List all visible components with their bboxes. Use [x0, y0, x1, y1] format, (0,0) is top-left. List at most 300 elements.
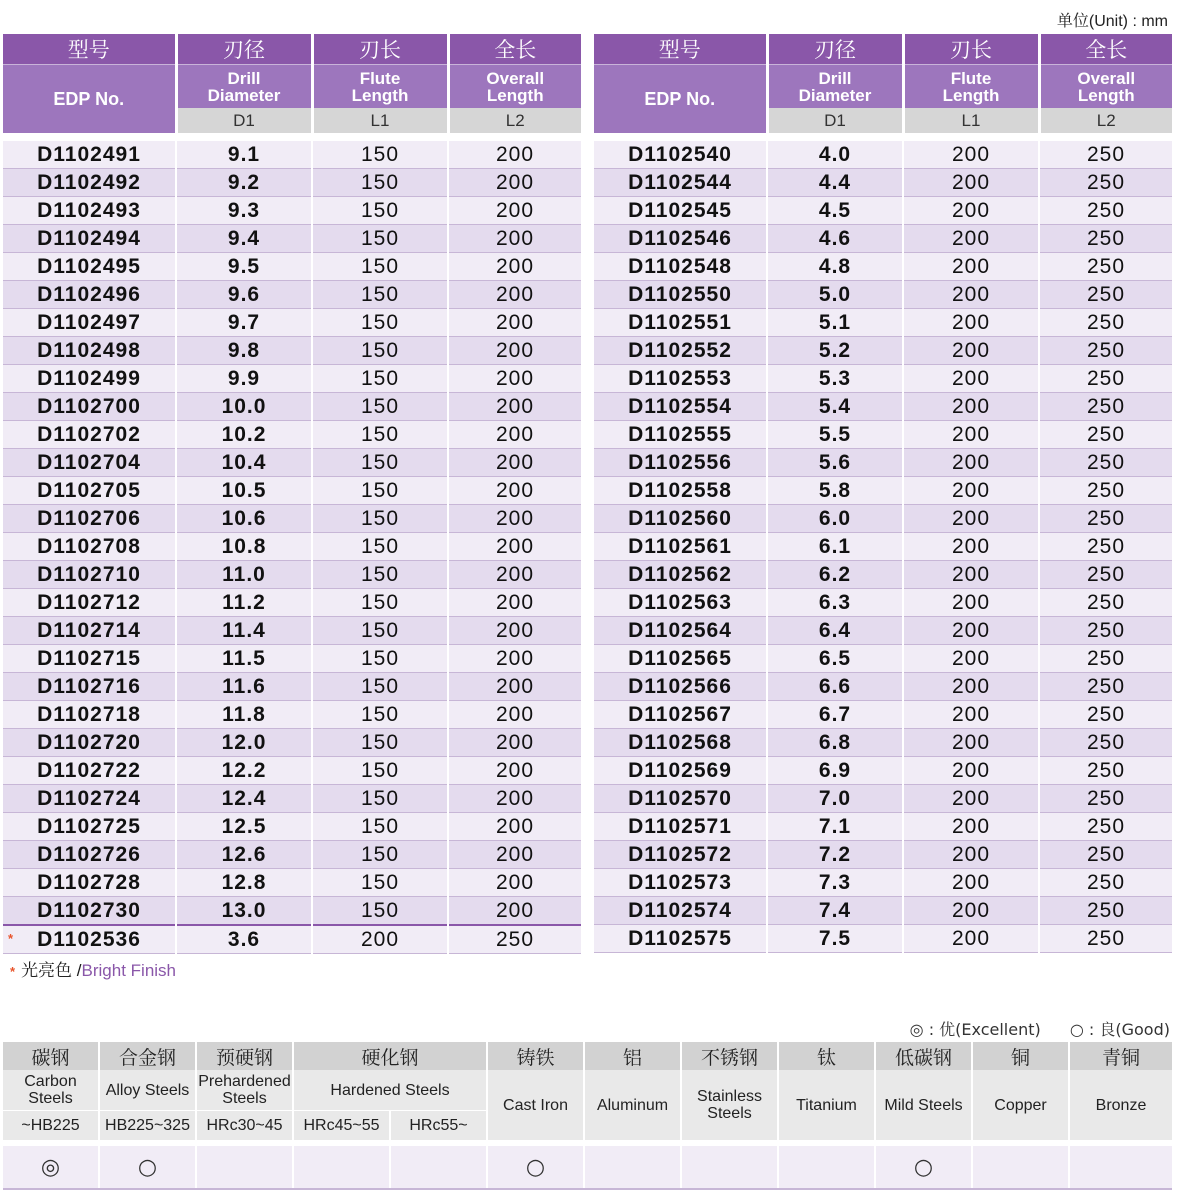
diameter-cell: 7.3 — [767, 869, 903, 897]
flute-length-cell: 200 — [903, 169, 1039, 197]
edp-cell: D1102493 — [3, 197, 176, 225]
bright-finish-sep: / — [76, 961, 82, 980]
overall-length-cell: 250 — [1039, 169, 1172, 197]
overall-length-cell: 250 — [1039, 813, 1172, 841]
table-row — [3, 897, 581, 926]
overall-length-cell: 200 — [448, 757, 581, 785]
mat-aluminum-cn: 铝 — [584, 1042, 681, 1070]
mat-aluminum-en: Aluminum — [584, 1070, 681, 1140]
rating-copper — [972, 1146, 1069, 1189]
edp-cell: D1102562 — [594, 561, 767, 589]
edp-cell: D1102726 — [3, 841, 176, 869]
table-row — [3, 505, 581, 533]
overall-length-cell: 200 — [448, 785, 581, 813]
flute-length-cell: 150 — [312, 673, 448, 701]
mat-prehard-en: Prehardened Steels — [196, 1070, 293, 1111]
edp-cell: D1102570 — [594, 785, 767, 813]
edp-cell: D1102730 — [3, 897, 176, 926]
mat-alloy-hardness: HB225~325 — [99, 1111, 196, 1141]
overall-length-cell: 250 — [1039, 533, 1172, 561]
edp-cell: D1102497 — [3, 309, 176, 337]
table-row — [594, 449, 1172, 477]
overall-length-cell: 250 — [1039, 309, 1172, 337]
mat-castiron-cn: 铸铁 — [487, 1042, 584, 1070]
bright-finish-cn: 光亮色 — [21, 961, 73, 981]
edp-cell: D1102495 — [3, 253, 176, 281]
flute-length-cell: 200 — [903, 757, 1039, 785]
edp-cell: D1102540 — [594, 140, 767, 169]
flute-length-cell: 150 — [312, 477, 448, 505]
table-row — [3, 533, 581, 561]
header-overall-en: Overall Length — [1039, 65, 1172, 109]
edp-cell: D1102571 — [594, 813, 767, 841]
mat-stainless-en: Stainless Steels — [681, 1070, 778, 1140]
flute-length-cell: 200 — [903, 729, 1039, 757]
table-row — [3, 729, 581, 757]
mat-titanium-cn: 钛 — [778, 1042, 875, 1070]
flute-length-cell: 200 — [903, 673, 1039, 701]
diameter-cell: 9.9 — [176, 365, 312, 393]
overall-length-cell: 200 — [448, 813, 581, 841]
rating-alloy: ○ — [99, 1146, 196, 1189]
table-row — [594, 140, 1172, 169]
header-diameter-en: Drill Diameter — [767, 65, 903, 109]
flute-length-cell: 200 — [903, 393, 1039, 421]
edp-cell: D1102716 — [3, 673, 176, 701]
diameter-cell: 11.6 — [176, 673, 312, 701]
edp-cell: D1102714 — [3, 617, 176, 645]
edp-cell: D1102573 — [594, 869, 767, 897]
diameter-cell: 12.4 — [176, 785, 312, 813]
header-flute-en: Flute Length — [903, 65, 1039, 109]
diameter-cell: 7.5 — [767, 925, 903, 953]
overall-length-cell: 200 — [448, 197, 581, 225]
edp-cell: D1102491 — [3, 140, 176, 169]
overall-length-cell: 250 — [448, 925, 581, 954]
overall-length-cell: 200 — [448, 169, 581, 197]
table-row — [3, 757, 581, 785]
unit-note: 单位(Unit) : mm — [1056, 13, 1168, 30]
flute-length-cell: 200 — [903, 449, 1039, 477]
flute-length-cell: 150 — [312, 561, 448, 589]
rating-carbon: ◎ — [3, 1146, 99, 1189]
overall-length-cell: 200 — [448, 617, 581, 645]
diameter-cell: 11.4 — [176, 617, 312, 645]
table-row — [594, 673, 1172, 701]
edp-cell: D1102572 — [594, 841, 767, 869]
edp-cell: D1102499 — [3, 365, 176, 393]
diameter-cell: 9.1 — [176, 140, 312, 169]
flute-length-cell: 150 — [312, 421, 448, 449]
diameter-cell: 6.7 — [767, 701, 903, 729]
overall-length-cell: 200 — [448, 869, 581, 897]
table-row — [3, 589, 581, 617]
mat-copper-en: Copper — [972, 1070, 1069, 1140]
mat-hardened-hardness-1: HRc45~55 — [293, 1111, 390, 1141]
flute-length-cell: 150 — [312, 225, 448, 253]
flute-length-cell: 150 — [312, 393, 448, 421]
drill-table-right — [594, 34, 1172, 953]
overall-length-cell: 250 — [1039, 925, 1172, 953]
flute-length-cell: 150 — [312, 869, 448, 897]
edp-cell: D1102569 — [594, 757, 767, 785]
table-row — [594, 701, 1172, 729]
edp-cell: D1102574 — [594, 897, 767, 925]
edp-cell: D1102546 — [594, 225, 767, 253]
flute-length-cell: 150 — [312, 701, 448, 729]
legend-good: ○ : 良(Good) — [1069, 1020, 1170, 1039]
diameter-cell: 5.4 — [767, 393, 903, 421]
table-row — [3, 813, 581, 841]
table-row — [3, 365, 581, 393]
table-row — [3, 393, 581, 421]
diameter-cell: 6.9 — [767, 757, 903, 785]
edp-cell: D1102498 — [3, 337, 176, 365]
overall-length-cell: 200 — [448, 393, 581, 421]
mat-stainless-cn: 不锈钢 — [681, 1042, 778, 1070]
overall-length-cell: 200 — [448, 729, 581, 757]
material-table — [3, 1042, 1172, 1190]
flute-length-cell: 200 — [903, 421, 1039, 449]
flute-length-cell: 200 — [903, 365, 1039, 393]
diameter-cell: 11.8 — [176, 701, 312, 729]
overall-length-cell: 250 — [1039, 365, 1172, 393]
diameter-cell: 10.0 — [176, 393, 312, 421]
diameter-cell: 6.0 — [767, 505, 903, 533]
flute-length-cell: 150 — [312, 253, 448, 281]
flute-length-cell: 150 — [312, 617, 448, 645]
diameter-cell: 12.6 — [176, 841, 312, 869]
diameter-cell: 7.4 — [767, 897, 903, 925]
overall-length-cell: 250 — [1039, 869, 1172, 897]
edp-cell: D1102556 — [594, 449, 767, 477]
edp-cell: D1102554 — [594, 393, 767, 421]
edp-cell: D1102551 — [594, 309, 767, 337]
diameter-cell: 6.2 — [767, 561, 903, 589]
flute-length-cell: 200 — [903, 589, 1039, 617]
table-row — [594, 785, 1172, 813]
flute-length-cell: 150 — [312, 197, 448, 225]
mat-bronze-cn: 青铜 — [1069, 1042, 1172, 1070]
rating-hardened-1 — [293, 1146, 390, 1189]
flute-length-cell: 200 — [903, 197, 1039, 225]
edp-cell: D1102496 — [3, 281, 176, 309]
edp-cell: D1102565 — [594, 645, 767, 673]
overall-length-cell: 200 — [448, 589, 581, 617]
diameter-cell: 9.5 — [176, 253, 312, 281]
mat-copper-cn: 铜 — [972, 1042, 1069, 1070]
overall-length-cell: 200 — [448, 337, 581, 365]
edp-cell: D1102550 — [594, 281, 767, 309]
flute-length-cell: 150 — [312, 897, 448, 926]
header-d1: D1 — [767, 108, 903, 133]
edp-cell: D1102715 — [3, 645, 176, 673]
diameter-cell: 6.5 — [767, 645, 903, 673]
diameter-cell: 12.8 — [176, 869, 312, 897]
table-row — [3, 785, 581, 813]
header-edp: EDP No. — [3, 65, 176, 134]
overall-length-cell: 250 — [1039, 673, 1172, 701]
flute-length-cell: 200 — [903, 701, 1039, 729]
table-row — [594, 253, 1172, 281]
edp-cell: D1102575 — [594, 925, 767, 953]
flute-length-cell: 150 — [312, 589, 448, 617]
diameter-cell: 7.1 — [767, 813, 903, 841]
edp-cell: D1102492 — [3, 169, 176, 197]
overall-length-cell: 200 — [448, 449, 581, 477]
header-flute-en: Flute Length — [312, 65, 448, 109]
diameter-cell: 5.3 — [767, 365, 903, 393]
rating-hardened-2 — [390, 1146, 487, 1189]
overall-length-cell: 200 — [448, 253, 581, 281]
overall-length-cell: 250 — [1039, 281, 1172, 309]
table-row — [594, 197, 1172, 225]
legend-excellent: ◎ : 优(Excellent) — [909, 1020, 1041, 1039]
flute-length-cell: 150 — [312, 281, 448, 309]
overall-length-cell: 250 — [1039, 253, 1172, 281]
overall-length-cell: 200 — [448, 561, 581, 589]
table-row — [594, 841, 1172, 869]
diameter-cell: 4.0 — [767, 140, 903, 169]
flute-length-cell: 200 — [903, 309, 1039, 337]
diameter-cell: 7.2 — [767, 841, 903, 869]
flute-length-cell: 200 — [903, 645, 1039, 673]
diameter-cell: 11.5 — [176, 645, 312, 673]
overall-length-cell: 250 — [1039, 617, 1172, 645]
overall-length-cell: 250 — [1039, 225, 1172, 253]
overall-length-cell: 250 — [1039, 449, 1172, 477]
table-row — [3, 449, 581, 477]
edp-cell: D1102700 — [3, 393, 176, 421]
mat-carbon-en: Carbon Steels — [3, 1070, 99, 1111]
table-row — [3, 925, 581, 954]
overall-length-cell: 250 — [1039, 393, 1172, 421]
header-d1: D1 — [176, 108, 312, 133]
diameter-cell: 10.6 — [176, 505, 312, 533]
edp-cell: D1102718 — [3, 701, 176, 729]
rating-titanium — [778, 1146, 875, 1189]
table-row — [594, 561, 1172, 589]
table-row — [3, 673, 581, 701]
edp-cell: D1102564 — [594, 617, 767, 645]
drill-table-left — [3, 34, 581, 954]
mat-mild-cn: 低碳钢 — [875, 1042, 972, 1070]
edp-cell: D1102544 — [594, 169, 767, 197]
edp-cell: D1102568 — [594, 729, 767, 757]
edp-cell: D1102724 — [3, 785, 176, 813]
table-row — [3, 225, 581, 253]
flute-length-cell: 200 — [903, 253, 1039, 281]
overall-length-cell: 250 — [1039, 337, 1172, 365]
table-row — [594, 169, 1172, 197]
mat-prehard-hardness: HRc30~45 — [196, 1111, 293, 1141]
mat-alloy-cn: 合金钢 — [99, 1042, 196, 1070]
overall-length-cell: 200 — [448, 140, 581, 169]
edp-cell: D1102555 — [594, 421, 767, 449]
overall-length-cell: 200 — [448, 841, 581, 869]
flute-length-cell: 200 — [903, 533, 1039, 561]
flute-length-cell: 200 — [312, 925, 448, 954]
overall-length-cell: 250 — [1039, 505, 1172, 533]
table-row — [594, 645, 1172, 673]
diameter-cell: 4.4 — [767, 169, 903, 197]
table-row — [3, 841, 581, 869]
edp-cell: D1102566 — [594, 673, 767, 701]
overall-length-cell: 200 — [448, 477, 581, 505]
mat-bronze-en: Bronze — [1069, 1070, 1172, 1140]
mat-alloy-en: Alloy Steels — [99, 1070, 196, 1111]
mat-prehard-cn: 预硬钢 — [196, 1042, 293, 1070]
header-diameter-en: Drill Diameter — [176, 65, 312, 109]
overall-length-cell: 200 — [448, 645, 581, 673]
rating-stainless — [681, 1146, 778, 1189]
diameter-cell: 9.6 — [176, 281, 312, 309]
table-row — [594, 337, 1172, 365]
flute-length-cell: 200 — [903, 561, 1039, 589]
overall-length-cell: 200 — [448, 421, 581, 449]
flute-length-cell: 150 — [312, 785, 448, 813]
header-flute-cn: 刃长 — [903, 34, 1039, 65]
table-row — [3, 140, 581, 169]
diameter-cell: 12.2 — [176, 757, 312, 785]
flute-length-cell: 150 — [312, 337, 448, 365]
edp-cell: D1102567 — [594, 701, 767, 729]
edp-cell: D1102708 — [3, 533, 176, 561]
mat-castiron-en: Cast Iron — [487, 1070, 584, 1140]
edp-cell: D1102558 — [594, 477, 767, 505]
table-row — [594, 757, 1172, 785]
mat-carbon-hardness: ~HB225 — [3, 1111, 99, 1141]
header-model-cn: 型号 — [594, 34, 767, 65]
rating-castiron: ○ — [487, 1146, 584, 1189]
edp-cell: D1102728 — [3, 869, 176, 897]
flute-length-cell: 200 — [903, 337, 1039, 365]
table-row — [594, 617, 1172, 645]
edp-cell: D1102552 — [594, 337, 767, 365]
edp-cell: D1102720 — [3, 729, 176, 757]
table-row — [3, 561, 581, 589]
flute-length-cell: 150 — [312, 169, 448, 197]
overall-length-cell: 250 — [1039, 645, 1172, 673]
diameter-cell: 4.6 — [767, 225, 903, 253]
overall-length-cell: 200 — [448, 309, 581, 337]
diameter-cell: 10.8 — [176, 533, 312, 561]
overall-length-cell: 250 — [1039, 897, 1172, 925]
diameter-cell: 5.6 — [767, 449, 903, 477]
flute-length-cell: 200 — [903, 785, 1039, 813]
flute-length-cell: 150 — [312, 813, 448, 841]
overall-length-cell: 250 — [1039, 477, 1172, 505]
overall-length-cell: 200 — [448, 897, 581, 926]
diameter-cell: 11.2 — [176, 589, 312, 617]
rating-mild: ○ — [875, 1146, 972, 1189]
diameter-cell: 9.7 — [176, 309, 312, 337]
diameter-cell: 5.1 — [767, 309, 903, 337]
table-row — [594, 897, 1172, 925]
bright-finish-en: Bright Finish — [81, 961, 177, 980]
header-l1: L1 — [903, 108, 1039, 133]
flute-length-cell: 150 — [312, 309, 448, 337]
overall-length-cell: 250 — [1039, 785, 1172, 813]
edp-cell: D1102705 — [3, 477, 176, 505]
diameter-cell: 10.2 — [176, 421, 312, 449]
overall-length-cell: 200 — [448, 701, 581, 729]
table-row — [594, 309, 1172, 337]
edp-cell: D1102710 — [3, 561, 176, 589]
header-diameter-cn: 刃径 — [767, 34, 903, 65]
table-row — [3, 645, 581, 673]
table-row — [594, 505, 1172, 533]
overall-length-cell: 200 — [448, 365, 581, 393]
header-flute-cn: 刃长 — [312, 34, 448, 65]
edp-cell: D1102712 — [3, 589, 176, 617]
table-row — [3, 253, 581, 281]
star-icon: * — [8, 931, 15, 946]
diameter-cell: 6.6 — [767, 673, 903, 701]
rating-prehard — [196, 1146, 293, 1189]
flute-length-cell: 200 — [903, 281, 1039, 309]
table-row — [3, 701, 581, 729]
edp-cell: D1102725 — [3, 813, 176, 841]
diameter-cell: 13.0 — [176, 897, 312, 926]
flute-length-cell: 150 — [312, 729, 448, 757]
flute-length-cell: 150 — [312, 533, 448, 561]
edp-cell: D1102560 — [594, 505, 767, 533]
mat-hardened-cn: 硬化钢 — [293, 1042, 487, 1070]
header-overall-en: Overall Length — [448, 65, 581, 109]
overall-length-cell: 250 — [1039, 140, 1172, 169]
header-edp: EDP No. — [594, 65, 767, 134]
table-row — [594, 477, 1172, 505]
flute-length-cell: 150 — [312, 449, 448, 477]
header-l1: L1 — [312, 108, 448, 133]
flute-length-cell: 200 — [903, 617, 1039, 645]
table-row — [594, 589, 1172, 617]
rating-legend — [886, 1017, 1170, 1040]
mat-carbon-cn: 碳钢 — [3, 1042, 99, 1070]
flute-length-cell: 200 — [903, 505, 1039, 533]
diameter-cell: 9.4 — [176, 225, 312, 253]
diameter-cell: 3.6 — [176, 925, 312, 954]
overall-length-cell: 250 — [1039, 757, 1172, 785]
overall-length-cell: 250 — [1039, 841, 1172, 869]
flute-length-cell: 200 — [903, 225, 1039, 253]
overall-length-cell: 250 — [1039, 729, 1172, 757]
edp-cell: D1102722 — [3, 757, 176, 785]
diameter-cell: 6.3 — [767, 589, 903, 617]
diameter-cell: 9.8 — [176, 337, 312, 365]
edp-cell: D1102553 — [594, 365, 767, 393]
diameter-cell: 6.1 — [767, 533, 903, 561]
edp-cell: D1102536 * — [3, 925, 176, 954]
diameter-cell: 6.4 — [767, 617, 903, 645]
table-row — [3, 869, 581, 897]
diameter-cell: 9.3 — [176, 197, 312, 225]
flute-length-cell: 150 — [312, 365, 448, 393]
diameter-cell: 5.8 — [767, 477, 903, 505]
rating-aluminum — [584, 1146, 681, 1189]
overall-length-cell: 250 — [1039, 561, 1172, 589]
star-icon: * — [10, 964, 16, 979]
header-l2: L2 — [448, 108, 581, 133]
header-overall-cn: 全长 — [448, 34, 581, 65]
table-row — [594, 421, 1172, 449]
edp-cell: D1102706 — [3, 505, 176, 533]
edp-cell: D1102563 — [594, 589, 767, 617]
edp-cell: D1102548 — [594, 253, 767, 281]
overall-length-cell: 200 — [448, 533, 581, 561]
flute-length-cell: 200 — [903, 813, 1039, 841]
